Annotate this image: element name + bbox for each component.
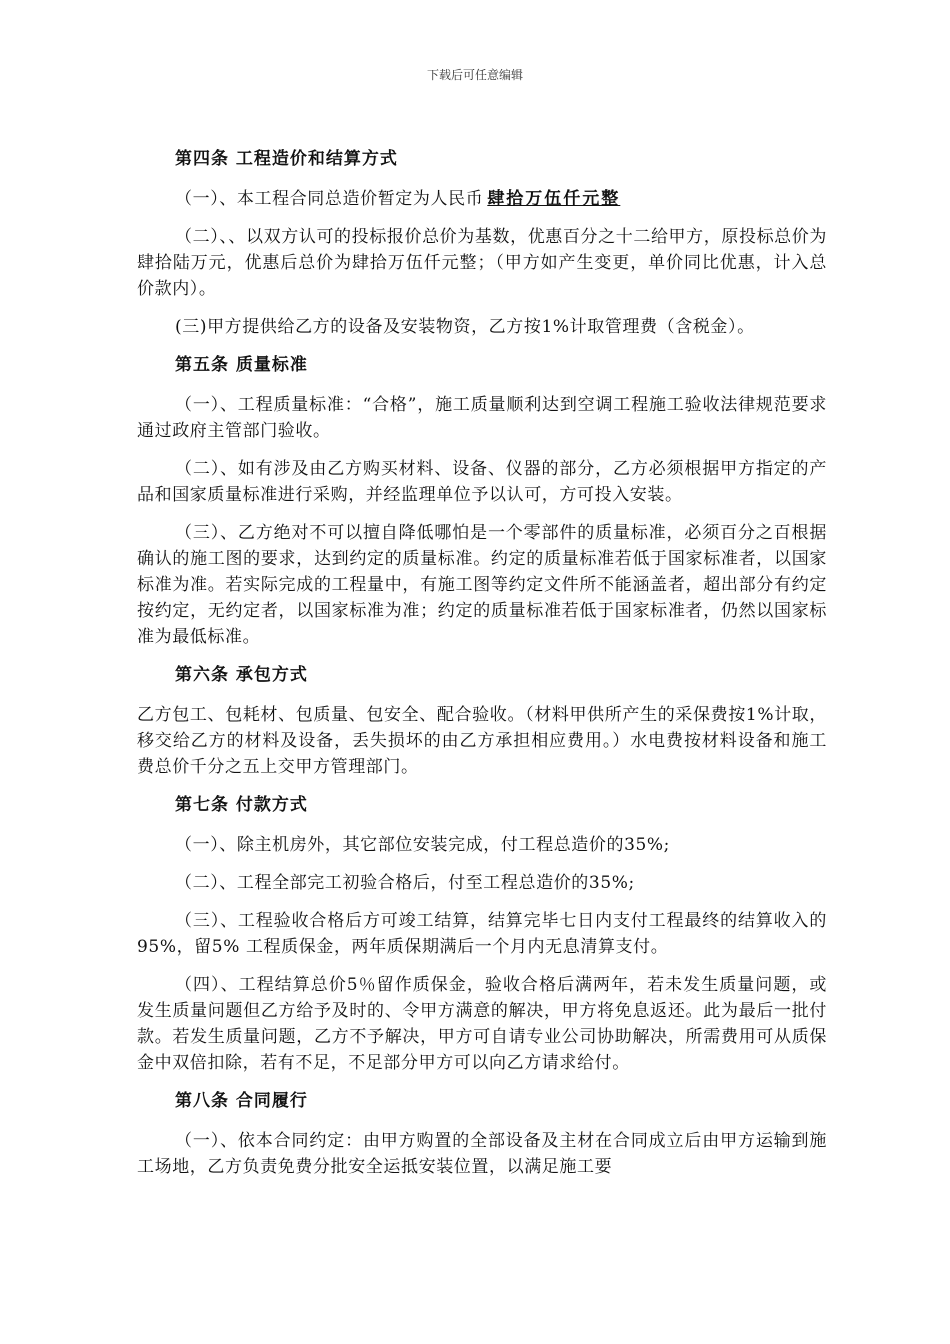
article-7-heading: 第七条 付款方式 [175, 795, 308, 815]
document-body [137, 146, 827, 1192]
page-header: 下载后可任意编辑 [426, 68, 523, 82]
contract-amount: 肆拾万伍仟元整 [487, 189, 621, 209]
article-5-paragraph-1: （一）、工程质量标准：“合格”，施工质量顺利达到空调工程施工验收法律规范要求通过政府主管部门验收。 [137, 395, 827, 441]
article-4-paragraph-2: （二）、、以双方认可的投标报价总价为基数，优惠百分之十二给甲方，原投标总价为肆拾陆万元，优惠后总价为肆拾万伍仟元整；（甲方如产生变更，单价同比优惠，计入总价款内）。 [137, 227, 827, 299]
article-8-paragraph-1: （一）、依本合同约定：由甲方购置的全部设备及主材在合同成立后由甲方运输到施工场地，乙方负责免费分批安全运抵安装位置，以满足施工要 [137, 1131, 827, 1177]
article-7-paragraph-4: （四）、工程结算总价5％留作质保金，验收合格后满两年，若未发生质量问题，或发生质量问题但乙方给予及时的、令甲方满意的解决，甲方将免息返还。此为最后一批付款。若发生质量问题，乙方不予解决，甲方可自请专业公司协助解决，所需费用可从质保金中双倍扣除，若有不足，不足部分甲方可以向乙方请求给付。 [137, 975, 827, 1073]
article-4-p1-prefix: （一）、本工程合同总造价暂定为人民币 [175, 189, 484, 209]
article-7-paragraph-2: （二）、工程全部完工初验合格后，付至工程总造价的35%; [175, 873, 635, 893]
article-4-heading: 第四条 工程造价和结算方式 [175, 149, 398, 169]
article-5-paragraph-2: （二）、如有涉及由乙方购买材料、设备、仪器的部分，乙方必须根据甲方指定的产品和国家质量标准进行采购，并经监理单位予以认可，方可投入安装。 [137, 459, 827, 505]
article-8-heading: 第八条 合同履行 [175, 1091, 308, 1111]
article-7-paragraph-1: （一）、除主机房外，其它部位安装完成，付工程总造价的35%; [175, 835, 671, 855]
article-7-paragraph-3: （三）、工程验收合格后方可竣工结算，结算完毕七日内支付工程最终的结算收入的95%，留5% 工程质保金，两年质保期满后一个月内无息清算支付。 [137, 911, 827, 957]
article-5-paragraph-3: （三）、乙方绝对不可以擅自降低哪怕是一个零部件的质量标准，必须百分之百根据确认的施工图的要求，达到约定的质量标准。约定的质量标准若低于国家标准者，以国家标准为准。若实际完成的工程量中，有施工图等约定文件所不能涵盖者，超出部分有约定按约定，无约定者，以国家标准为准；约定的质量标准若低于国家标准者，仍然以国家标准为最低标准。 [137, 523, 827, 647]
article-6-paragraph-1: 乙方包工、包耗材、包质量、包安全、配合验收。（材料甲供所产生的采保费按1%计取，移交给乙方的材料及设备，丢失损坏的由乙方承担相应费用。）水电费按材料设备和施工费总价千分之五上交甲方管理部门。 [137, 705, 827, 777]
article-5-heading: 第五条 质量标准 [175, 355, 308, 375]
article-4-paragraph-1 [137, 186, 827, 212]
article-6-heading: 第六条 承包方式 [175, 665, 308, 685]
article-4-paragraph-3: (三)甲方提供给乙方的设备及安装物资，乙方按1%计取管理费（含税金）。 [175, 317, 755, 337]
